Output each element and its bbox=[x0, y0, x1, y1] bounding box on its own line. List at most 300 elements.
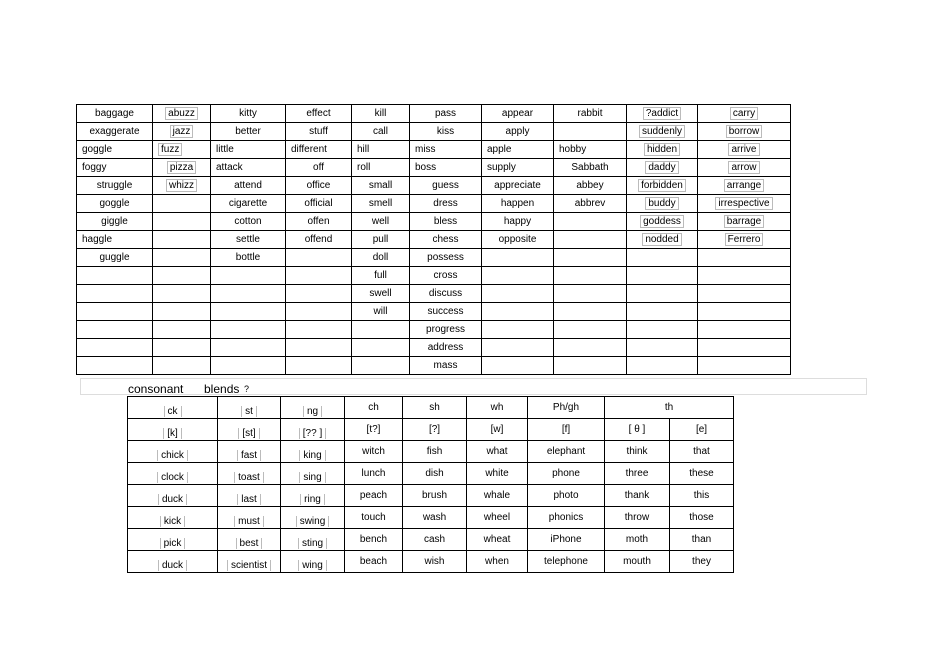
table-cell bbox=[554, 231, 627, 249]
table-row bbox=[128, 463, 734, 485]
column-header bbox=[467, 397, 528, 419]
cell-word: sting bbox=[298, 538, 327, 549]
cell-word: thank bbox=[624, 490, 650, 501]
table-cell bbox=[482, 123, 554, 141]
table-cell bbox=[211, 339, 286, 357]
cell-word: apple bbox=[487, 144, 512, 155]
cell-word: king bbox=[299, 450, 325, 461]
section-title-word: blends bbox=[204, 382, 240, 396]
table-cell bbox=[281, 529, 345, 551]
table-cell bbox=[352, 141, 410, 159]
column-header bbox=[403, 397, 467, 419]
table-row bbox=[77, 321, 791, 339]
cell-word: attack bbox=[216, 162, 243, 173]
table-cell bbox=[77, 303, 153, 321]
cell-word: will bbox=[373, 306, 388, 317]
table-cell bbox=[352, 195, 410, 213]
table-row bbox=[128, 485, 734, 507]
table-cell bbox=[77, 213, 153, 231]
phonetic-cell bbox=[670, 419, 734, 441]
table-row bbox=[128, 551, 734, 573]
cell-word: hidden bbox=[644, 143, 680, 156]
table-cell bbox=[467, 441, 528, 463]
cell-word: mouth bbox=[623, 556, 651, 567]
table-cell bbox=[554, 267, 627, 285]
cell-word: fish bbox=[426, 446, 443, 457]
table-cell bbox=[352, 267, 410, 285]
table-cell bbox=[286, 231, 352, 249]
table-cell bbox=[627, 105, 698, 123]
cell-word: chick bbox=[157, 450, 188, 461]
cell-word: struggle bbox=[96, 180, 133, 191]
cell-word: beach bbox=[359, 556, 388, 567]
cell-word: wish bbox=[424, 556, 445, 567]
table-cell bbox=[77, 249, 153, 267]
table-cell bbox=[670, 441, 734, 463]
table-cell bbox=[211, 159, 286, 177]
table-cell bbox=[218, 463, 281, 485]
cell-word: happy bbox=[503, 216, 532, 227]
table-cell bbox=[410, 123, 482, 141]
table-cell bbox=[128, 529, 218, 551]
table-cell bbox=[467, 529, 528, 551]
table-cell bbox=[670, 485, 734, 507]
cell-word: full bbox=[374, 270, 387, 281]
table-cell bbox=[627, 357, 698, 375]
table-row bbox=[77, 159, 791, 177]
cell-word: whizz bbox=[166, 179, 197, 192]
table-cell bbox=[153, 339, 211, 357]
table-cell bbox=[128, 441, 218, 463]
cell-word: appear bbox=[501, 108, 534, 119]
cell-word: last bbox=[237, 494, 261, 505]
table-cell bbox=[410, 249, 482, 267]
table-cell bbox=[211, 249, 286, 267]
table-row bbox=[77, 249, 791, 267]
header-label: st bbox=[241, 406, 257, 417]
cell-word: cigarette bbox=[228, 198, 268, 209]
table-cell bbox=[128, 507, 218, 529]
table-cell bbox=[554, 195, 627, 213]
header-label: sh bbox=[429, 402, 440, 413]
cell-word: sing bbox=[299, 472, 325, 483]
phonetic-cell bbox=[605, 419, 670, 441]
table-cell bbox=[77, 195, 153, 213]
table-cell bbox=[698, 141, 791, 159]
table-cell bbox=[627, 339, 698, 357]
table-row bbox=[77, 177, 791, 195]
cell-word: kill bbox=[374, 108, 387, 119]
table-cell bbox=[286, 267, 352, 285]
table-cell bbox=[482, 231, 554, 249]
table-cell bbox=[403, 507, 467, 529]
cell-word: that bbox=[693, 446, 710, 457]
table-cell bbox=[528, 529, 605, 551]
table-cell bbox=[698, 321, 791, 339]
table-cell bbox=[627, 123, 698, 141]
cell-word: than bbox=[691, 534, 712, 545]
table-cell bbox=[286, 141, 352, 159]
table-cell bbox=[528, 485, 605, 507]
table-cell bbox=[211, 285, 286, 303]
cell-word: kitty bbox=[239, 108, 257, 119]
table-cell bbox=[153, 249, 211, 267]
cell-word: suddenly bbox=[639, 125, 685, 138]
table-cell bbox=[410, 321, 482, 339]
table-cell bbox=[77, 177, 153, 195]
cell-word: fast bbox=[237, 450, 261, 461]
table-cell bbox=[286, 321, 352, 339]
column-header bbox=[218, 397, 281, 419]
table-cell bbox=[554, 159, 627, 177]
table-cell bbox=[352, 231, 410, 249]
cell-word: haggle bbox=[82, 234, 113, 245]
table-cell bbox=[698, 303, 791, 321]
table-cell bbox=[281, 441, 345, 463]
table-cell bbox=[698, 339, 791, 357]
cell-word: cotton bbox=[234, 216, 262, 227]
table-cell bbox=[218, 441, 281, 463]
table-cell bbox=[670, 551, 734, 573]
table-cell bbox=[211, 123, 286, 141]
table-row bbox=[77, 339, 791, 357]
table-cell bbox=[605, 463, 670, 485]
cell-word: duck bbox=[158, 560, 187, 571]
cell-word: doll bbox=[372, 252, 389, 263]
table-cell bbox=[528, 441, 605, 463]
cell-word: giggle bbox=[101, 216, 128, 227]
cell-word: duck bbox=[158, 494, 187, 505]
cell-word: they bbox=[692, 556, 711, 567]
table-row bbox=[77, 213, 791, 231]
cell-word: clock bbox=[157, 472, 188, 483]
table-cell bbox=[482, 141, 554, 159]
cell-word: white bbox=[485, 468, 509, 479]
cell-word: cross bbox=[433, 270, 458, 281]
table-cell bbox=[281, 485, 345, 507]
cell-word: Sabbath bbox=[571, 162, 609, 173]
cell-word: elephant bbox=[546, 446, 586, 457]
cell-word: small bbox=[368, 180, 393, 191]
table-cell bbox=[698, 213, 791, 231]
table-cell bbox=[128, 485, 218, 507]
phonetic-cell bbox=[281, 419, 345, 441]
table-cell bbox=[410, 357, 482, 375]
cell-word: moth bbox=[625, 534, 649, 545]
table-cell bbox=[627, 285, 698, 303]
cell-word: think bbox=[626, 446, 648, 457]
cell-word: foggy bbox=[82, 162, 107, 173]
table-cell bbox=[467, 507, 528, 529]
table-cell bbox=[554, 123, 627, 141]
cell-word: happen bbox=[500, 198, 535, 209]
table-cell bbox=[153, 213, 211, 231]
table-cell bbox=[286, 105, 352, 123]
table-cell bbox=[482, 105, 554, 123]
cell-word: boss bbox=[415, 162, 437, 173]
table-cell bbox=[528, 551, 605, 573]
double-consonant-table bbox=[76, 104, 791, 375]
table-cell bbox=[352, 123, 410, 141]
phonetic-cell bbox=[403, 419, 467, 441]
table-cell bbox=[698, 231, 791, 249]
table-cell bbox=[286, 285, 352, 303]
table-cell bbox=[627, 249, 698, 267]
cell-word: progress bbox=[426, 324, 465, 335]
cell-word: off bbox=[313, 162, 324, 173]
cell-word: well bbox=[371, 216, 390, 227]
table-cell bbox=[627, 141, 698, 159]
table-row bbox=[77, 303, 791, 321]
phonetic-cell bbox=[345, 419, 403, 441]
cell-word: attend bbox=[234, 180, 262, 191]
cell-word: address bbox=[427, 342, 464, 353]
table-cell bbox=[698, 195, 791, 213]
table-cell bbox=[482, 357, 554, 375]
table-cell bbox=[554, 285, 627, 303]
column-header bbox=[345, 397, 403, 419]
cell-word: office bbox=[306, 180, 331, 191]
table-cell bbox=[77, 339, 153, 357]
table-cell bbox=[605, 529, 670, 551]
cell-word: kiss bbox=[436, 126, 455, 137]
table-row bbox=[77, 141, 791, 159]
cell-word: effect bbox=[306, 108, 331, 119]
cell-word: forbidden bbox=[638, 179, 686, 192]
table-cell bbox=[211, 357, 286, 375]
table-cell bbox=[286, 357, 352, 375]
table-cell bbox=[286, 249, 352, 267]
table-cell bbox=[670, 507, 734, 529]
table-cell bbox=[627, 177, 698, 195]
cell-word: hill bbox=[357, 144, 370, 155]
table-row bbox=[128, 529, 734, 551]
table-cell bbox=[467, 463, 528, 485]
cell-word: offen bbox=[307, 216, 330, 227]
cell-word: baggage bbox=[95, 108, 134, 119]
phonetic-cell bbox=[528, 419, 605, 441]
table-cell bbox=[627, 321, 698, 339]
table-cell bbox=[286, 159, 352, 177]
table-cell bbox=[286, 303, 352, 321]
column-header bbox=[128, 397, 218, 419]
cell-word: what bbox=[486, 446, 508, 457]
cell-word: settle bbox=[236, 234, 260, 245]
table-cell bbox=[153, 321, 211, 339]
cell-word: roll bbox=[357, 162, 371, 173]
cell-word: rabbit bbox=[577, 108, 603, 119]
cell-word: toast bbox=[234, 472, 264, 483]
table-cell bbox=[482, 321, 554, 339]
table-cell bbox=[218, 485, 281, 507]
table-cell bbox=[211, 141, 286, 159]
table-cell bbox=[153, 267, 211, 285]
table-cell bbox=[403, 551, 467, 573]
table-cell bbox=[554, 249, 627, 267]
cell-word: discuss bbox=[428, 288, 463, 299]
table-cell bbox=[605, 485, 670, 507]
table-cell bbox=[467, 485, 528, 507]
table-cell bbox=[403, 529, 467, 551]
phonetic-symbol: [ θ ] bbox=[628, 424, 646, 435]
table-cell bbox=[698, 249, 791, 267]
cell-word: whale bbox=[483, 490, 511, 501]
cell-word: pass bbox=[434, 108, 457, 119]
table-cell bbox=[153, 141, 211, 159]
table-row bbox=[77, 231, 791, 249]
table-cell bbox=[698, 267, 791, 285]
consonant-blends-table bbox=[127, 396, 734, 573]
cell-word: little bbox=[216, 144, 234, 155]
cell-word: three bbox=[625, 468, 649, 479]
table-cell bbox=[605, 551, 670, 573]
table-cell bbox=[410, 105, 482, 123]
table-cell bbox=[352, 159, 410, 177]
cell-word: guess bbox=[432, 180, 459, 191]
phonetic-cell bbox=[467, 419, 528, 441]
table-cell bbox=[153, 303, 211, 321]
cell-word: dish bbox=[425, 468, 444, 479]
cell-word: kick bbox=[160, 516, 185, 527]
cell-word: barrage bbox=[724, 215, 764, 228]
column-header bbox=[528, 397, 605, 419]
phonetic-cell bbox=[218, 419, 281, 441]
section-title-bar bbox=[80, 378, 867, 395]
cell-word: must bbox=[234, 516, 264, 527]
cell-word: swell bbox=[369, 288, 392, 299]
table-cell bbox=[211, 195, 286, 213]
cell-word: jazz bbox=[170, 125, 194, 138]
table-cell bbox=[345, 551, 403, 573]
table-cell bbox=[698, 357, 791, 375]
table-cell bbox=[403, 441, 467, 463]
table-row bbox=[128, 441, 734, 463]
cell-word: smell bbox=[368, 198, 393, 209]
table-cell bbox=[698, 177, 791, 195]
table-cell bbox=[410, 339, 482, 357]
cell-word: miss bbox=[415, 144, 436, 155]
table-cell bbox=[627, 231, 698, 249]
section-title-mark: ? bbox=[244, 384, 250, 394]
cell-word: touch bbox=[361, 512, 386, 523]
cell-word: abuzz bbox=[165, 107, 198, 120]
table-cell bbox=[153, 123, 211, 141]
table-cell bbox=[352, 339, 410, 357]
table-cell bbox=[410, 141, 482, 159]
cell-word: lunch bbox=[361, 468, 386, 479]
cell-word: phonics bbox=[548, 512, 584, 523]
section-title-word: consonant bbox=[128, 382, 184, 396]
table-cell bbox=[286, 177, 352, 195]
cell-word: bottle bbox=[235, 252, 261, 263]
phonetic-symbol: [f] bbox=[561, 424, 571, 435]
table-cell bbox=[403, 485, 467, 507]
table-cell bbox=[211, 105, 286, 123]
table-cell bbox=[77, 123, 153, 141]
cell-word: wing bbox=[298, 560, 327, 571]
table-cell bbox=[352, 303, 410, 321]
table-cell bbox=[77, 159, 153, 177]
cell-word: wheel bbox=[483, 512, 511, 523]
table-cell bbox=[482, 267, 554, 285]
table-cell bbox=[482, 195, 554, 213]
cell-word: abbrev bbox=[574, 198, 606, 209]
cell-word: exaggerate bbox=[89, 126, 140, 137]
table-cell bbox=[352, 177, 410, 195]
table-cell bbox=[410, 177, 482, 195]
table-cell bbox=[410, 213, 482, 231]
cell-word: better bbox=[235, 126, 261, 137]
table-cell bbox=[281, 463, 345, 485]
table-row bbox=[128, 507, 734, 529]
table-cell bbox=[482, 249, 554, 267]
cell-word: pick bbox=[160, 538, 186, 549]
cell-word: nodded bbox=[642, 233, 681, 246]
table-cell bbox=[482, 213, 554, 231]
cell-word: fuzz bbox=[158, 143, 182, 156]
cell-word: mass bbox=[433, 360, 458, 371]
table-cell bbox=[403, 463, 467, 485]
phonetic-symbol: [k] bbox=[163, 428, 182, 439]
header-label: ng bbox=[303, 406, 322, 417]
cell-word: supply bbox=[487, 162, 516, 173]
cell-word: apply bbox=[505, 126, 530, 137]
header-row bbox=[128, 397, 734, 419]
table-cell bbox=[77, 321, 153, 339]
cell-word: peach bbox=[359, 490, 388, 501]
table-cell bbox=[670, 529, 734, 551]
table-cell bbox=[698, 285, 791, 303]
cell-word: call bbox=[372, 126, 388, 137]
cell-word: goggle bbox=[82, 144, 113, 155]
table-cell bbox=[153, 159, 211, 177]
table-row bbox=[77, 267, 791, 285]
cell-word: cash bbox=[423, 534, 446, 545]
table-cell bbox=[467, 551, 528, 573]
cell-word: wheat bbox=[483, 534, 511, 545]
cell-word: success bbox=[427, 306, 464, 317]
table-cell bbox=[482, 177, 554, 195]
table-row bbox=[77, 123, 791, 141]
phonetic-symbol: [t?] bbox=[366, 424, 381, 435]
cell-word: chess bbox=[432, 234, 459, 245]
cell-word: appreciate bbox=[494, 180, 541, 191]
table-cell bbox=[605, 507, 670, 529]
table-cell bbox=[352, 321, 410, 339]
cell-word: arrange bbox=[724, 179, 764, 192]
table-cell bbox=[482, 159, 554, 177]
table-cell bbox=[345, 529, 403, 551]
table-cell bbox=[153, 105, 211, 123]
table-cell bbox=[211, 177, 286, 195]
cell-word: dress bbox=[433, 198, 458, 209]
cell-word: photo bbox=[553, 490, 579, 501]
cell-word: carry bbox=[730, 107, 758, 120]
cell-word: offend bbox=[304, 234, 333, 245]
table-cell bbox=[352, 249, 410, 267]
table-cell bbox=[286, 213, 352, 231]
table-cell bbox=[211, 231, 286, 249]
table-cell bbox=[286, 339, 352, 357]
table-cell bbox=[218, 507, 281, 529]
table-cell bbox=[410, 195, 482, 213]
table-cell bbox=[627, 159, 698, 177]
cell-word: best bbox=[236, 538, 263, 549]
cell-word: goddess bbox=[640, 215, 684, 228]
table-cell bbox=[218, 529, 281, 551]
table-cell bbox=[554, 321, 627, 339]
table-cell bbox=[211, 267, 286, 285]
